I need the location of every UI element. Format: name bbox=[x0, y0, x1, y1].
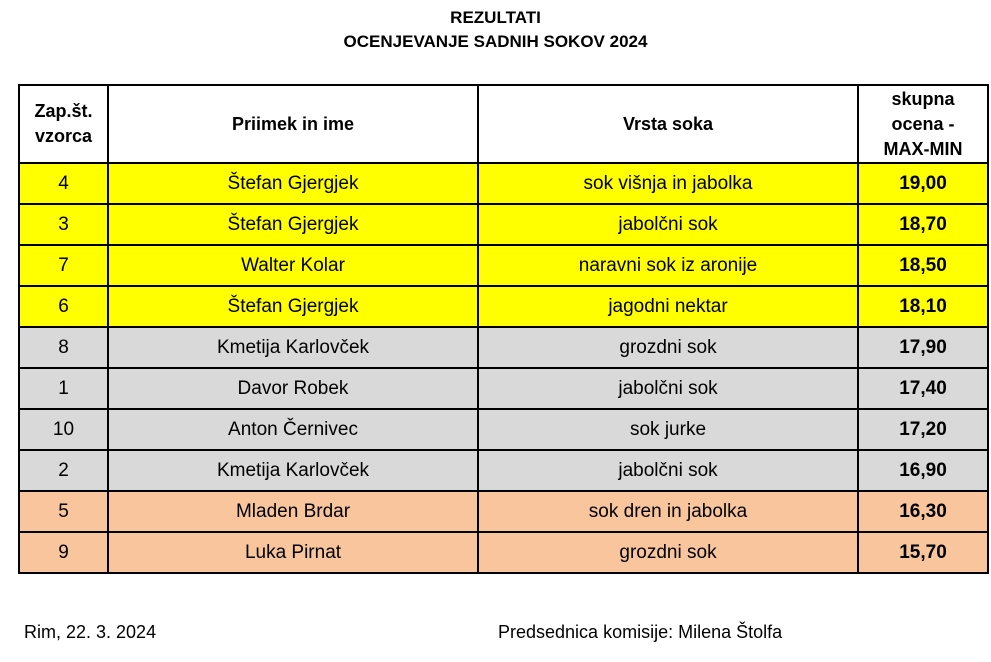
cell-sample-no: 6 bbox=[19, 286, 108, 327]
cell-juice-type: jabolčni sok bbox=[478, 204, 858, 245]
cell-sample-no: 10 bbox=[19, 409, 108, 450]
cell-name: Kmetija Karlovček bbox=[108, 450, 478, 491]
table-row bbox=[19, 245, 988, 286]
cell-juice-type: grozdni sok bbox=[478, 327, 858, 368]
column-header-score: skupna ocena - MAX-MIN bbox=[858, 85, 988, 163]
cell-name: Štefan Gjergjek bbox=[108, 163, 478, 204]
cell-sample-no: 9 bbox=[19, 532, 108, 573]
cell-juice-type: naravni sok iz aronije bbox=[478, 245, 858, 286]
cell-name: Davor Robek bbox=[108, 368, 478, 409]
document-header bbox=[0, 6, 991, 54]
document-title: REZULTATI bbox=[450, 8, 541, 27]
cell-sample-no: 5 bbox=[19, 491, 108, 532]
cell-score: 16,30 bbox=[858, 491, 988, 532]
cell-name: Anton Černivec bbox=[108, 409, 478, 450]
cell-score: 17,20 bbox=[858, 409, 988, 450]
cell-sample-no: 2 bbox=[19, 450, 108, 491]
place-date: Rim, 22. 3. 2024 bbox=[24, 622, 157, 642]
document-subtitle: OCENJEVANJE SADNIH SOKOV 2024 bbox=[343, 32, 648, 51]
cell-name: Luka Pirnat bbox=[108, 532, 478, 573]
table-row bbox=[19, 450, 988, 491]
table-row bbox=[19, 409, 988, 450]
cell-score: 18,70 bbox=[858, 204, 988, 245]
cell-name: Mladen Brdar bbox=[108, 491, 478, 532]
column-header-name: Priimek in ime bbox=[108, 85, 478, 163]
column-header-juice-type: Vrsta soka bbox=[478, 85, 858, 163]
table-row bbox=[19, 532, 988, 573]
cell-score: 15,70 bbox=[858, 532, 988, 573]
cell-name: Štefan Gjergjek bbox=[108, 204, 478, 245]
results-table bbox=[18, 84, 989, 574]
cell-score: 16,90 bbox=[858, 450, 988, 491]
cell-score: 19,00 bbox=[858, 163, 988, 204]
table-row bbox=[19, 491, 988, 532]
cell-name: Štefan Gjergjek bbox=[108, 286, 478, 327]
cell-name: Kmetija Karlovček bbox=[108, 327, 478, 368]
cell-score: 17,90 bbox=[858, 327, 988, 368]
cell-sample-no: 1 bbox=[19, 368, 108, 409]
cell-score: 18,10 bbox=[858, 286, 988, 327]
cell-sample-no: 7 bbox=[19, 245, 108, 286]
cell-sample-no: 3 bbox=[19, 204, 108, 245]
cell-score: 17,40 bbox=[858, 368, 988, 409]
cell-score: 18,50 bbox=[858, 245, 988, 286]
table-row bbox=[19, 327, 988, 368]
cell-juice-type: jabolčni sok bbox=[478, 450, 858, 491]
column-header-sample-no: Zap.št. vzorca bbox=[19, 85, 108, 163]
cell-juice-type: jabolčni sok bbox=[478, 368, 858, 409]
table-row bbox=[19, 368, 988, 409]
cell-name: Walter Kolar bbox=[108, 245, 478, 286]
cell-juice-type: sok višnja in jabolka bbox=[478, 163, 858, 204]
table-row bbox=[19, 163, 988, 204]
cell-juice-type: sok jurke bbox=[478, 409, 858, 450]
committee-signature: Predsednica komisije: Milena Štolfa bbox=[498, 622, 783, 642]
cell-sample-no: 4 bbox=[19, 163, 108, 204]
table-row bbox=[19, 286, 988, 327]
table-row bbox=[19, 204, 988, 245]
cell-sample-no: 8 bbox=[19, 327, 108, 368]
table-header-row bbox=[19, 85, 988, 163]
cell-juice-type: jagodni nektar bbox=[478, 286, 858, 327]
cell-juice-type: grozdni sok bbox=[478, 532, 858, 573]
cell-juice-type: sok dren in jabolka bbox=[478, 491, 858, 532]
